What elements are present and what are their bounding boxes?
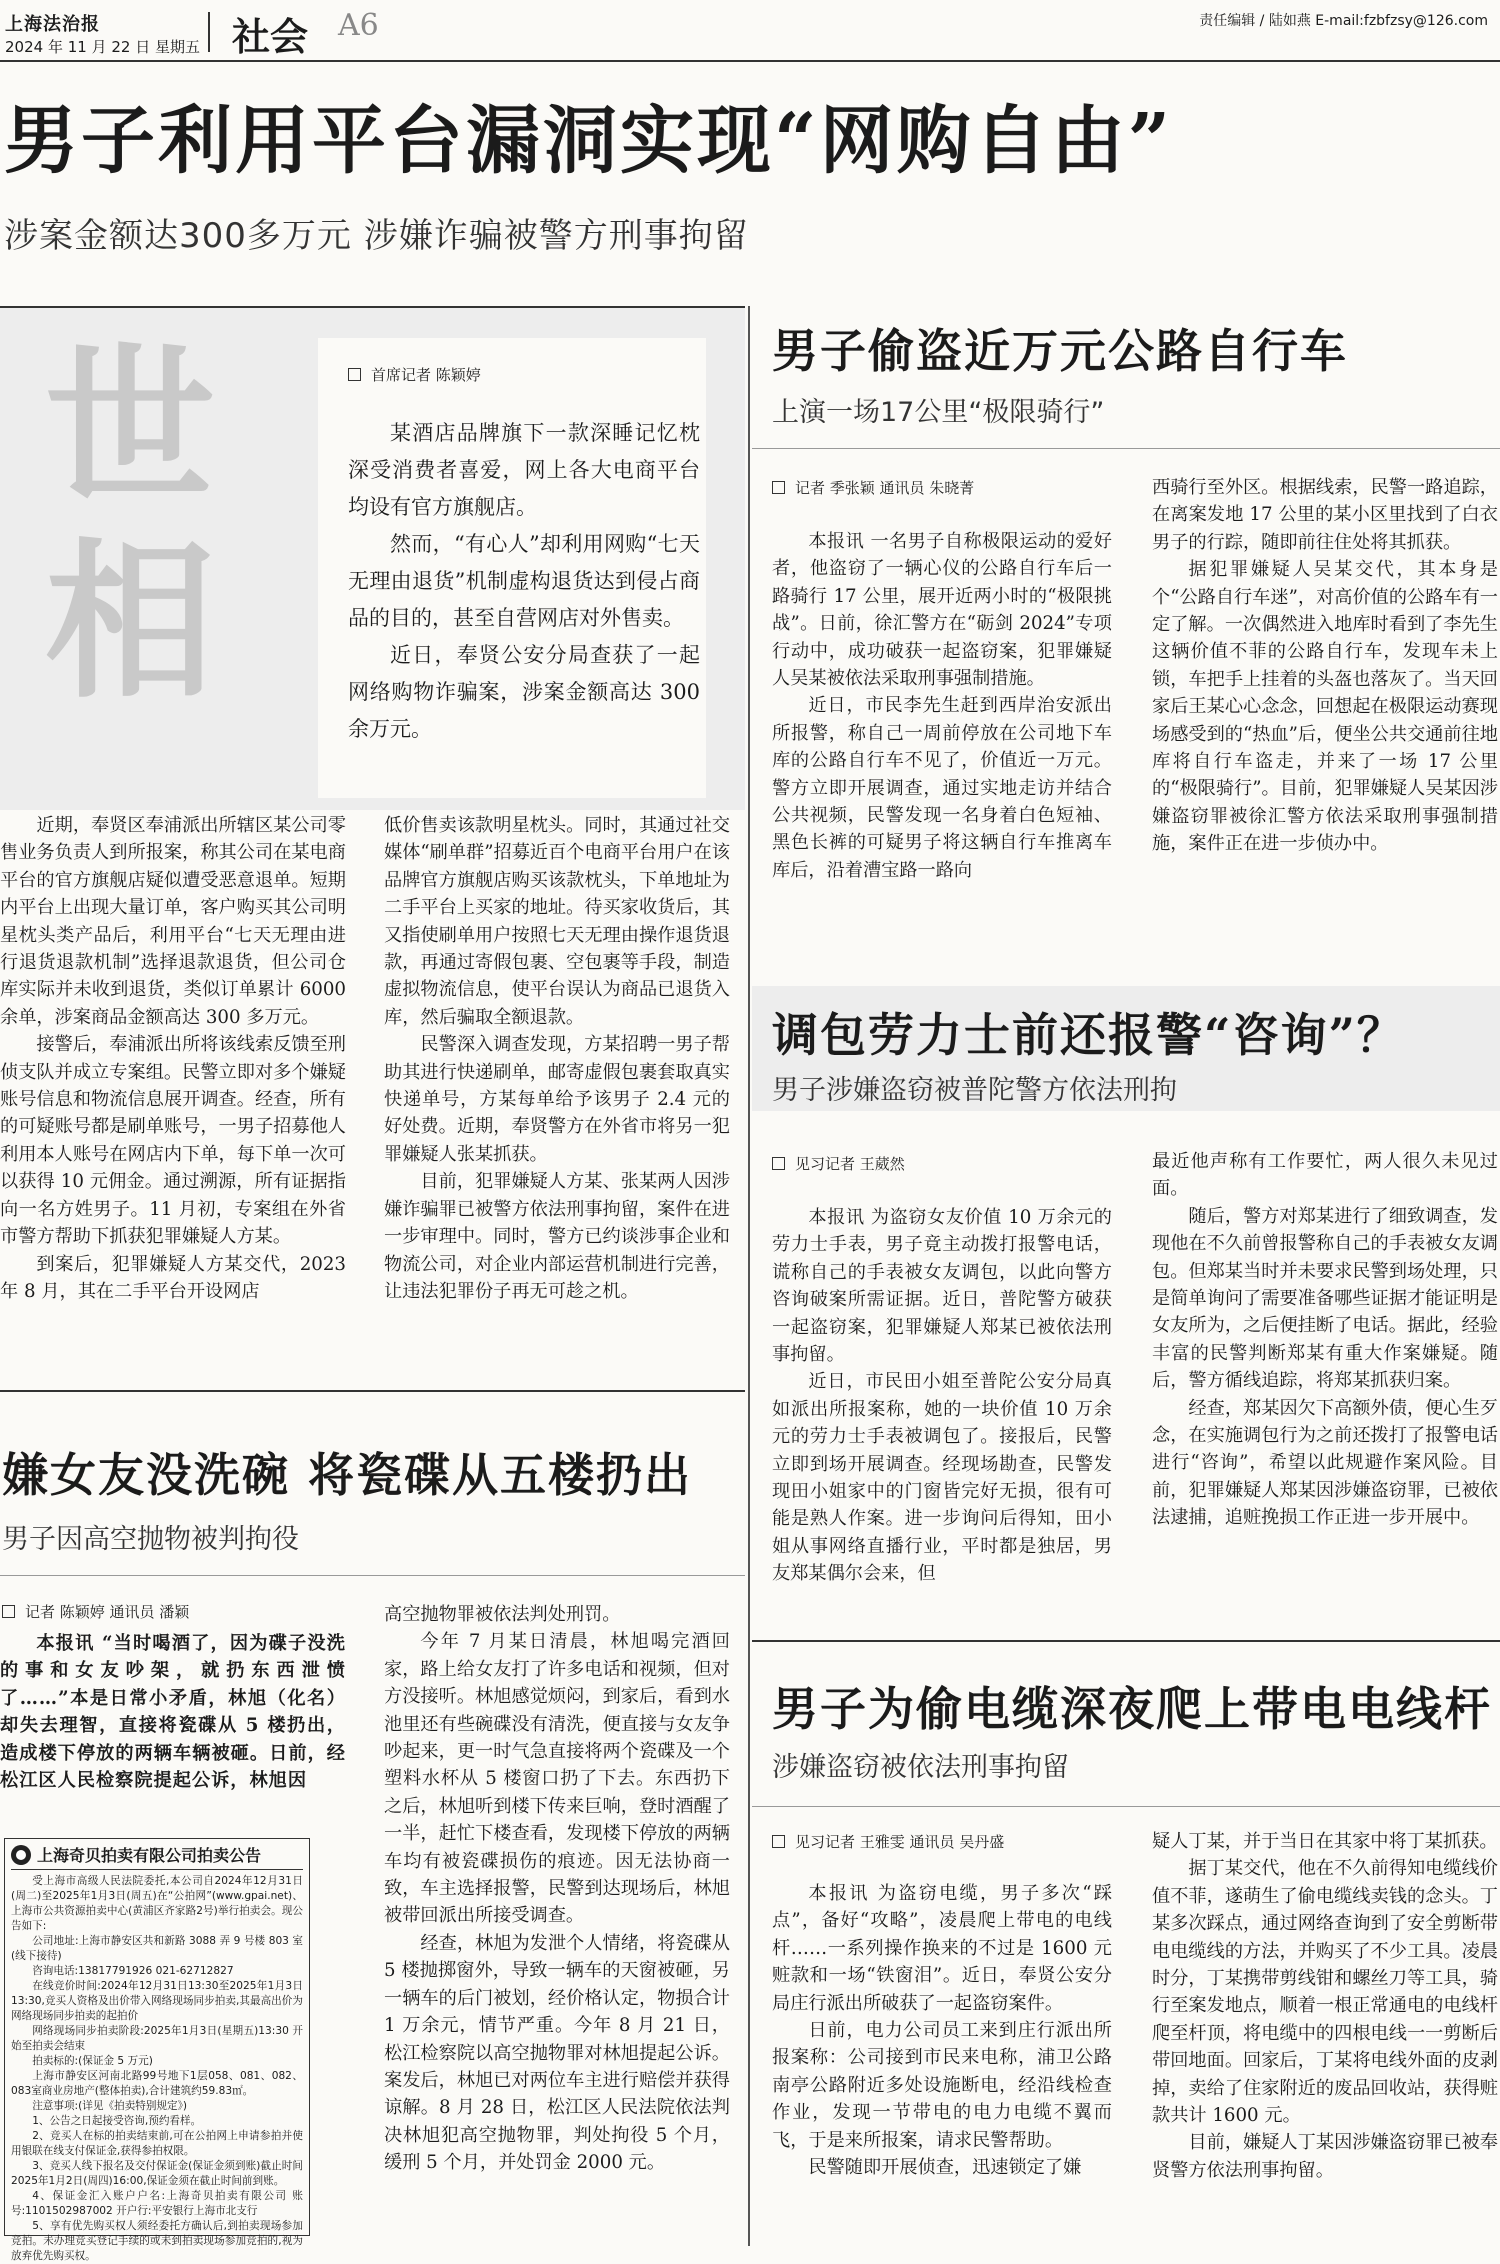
lead-col1-p3: 到案后，犯罪嫌疑人方某交代，2023 年 8 月，其在二手平台开设网店 (0, 1253, 346, 1302)
auction-line: 上海市静安区河南北路99号地下1层058、081、082、083室商业房地产(整体拍卖),合计建筑约59.83㎡。 (11, 2070, 303, 2097)
lead-byline-text: 首席记者 陈颖婷 (371, 366, 481, 384)
auction-ad-header (11, 1843, 303, 1870)
lead-col2-p2: 民警深入调查发现，方某招聘一男子帮助其进行快递刷单，邮寄虚假包裹套取真实快递单号，方某每单给予该男子 2.4 元的好处费。近期，奉贤警方在外省市将另一犯罪嫌疑人张某抓获。 (384, 1034, 730, 1165)
cable-col1-p3: 民警随即开展侦查，迅速锁定了嫌 (808, 2157, 1082, 2179)
auction-line: 1、公告之日起接受咨询,预约看样。 (32, 2115, 202, 2127)
masthead (0, 0, 1500, 60)
lead-col2-p3: 目前，犯罪嫌疑人方某、张某两人因涉嫌诈骗罪已被警方依法刑事拘留，案件在进一步审理中。同时，警方已约谈涉事企业和物流公司，对企业内部运营机制进行完善，让违法犯罪份子再无可趁之机。 (384, 1171, 730, 1302)
watch-byline-text: 见习记者 王葳然 (795, 1155, 905, 1173)
auction-line: 4、保证金汇入账户户名:上海奇贝拍卖有限公司 账号:1101502987002 开户行:平安银行上海市北支行 (11, 2190, 303, 2217)
cable-top-rule (752, 1640, 1500, 1642)
bowl-byline-text: 记者 陈颖婷 通讯员 潘颖 (25, 1603, 190, 1621)
lead-intro-box (318, 338, 706, 798)
bowl-sub-rule (0, 1575, 745, 1576)
lead-headline: 男子利用平台漏洞实现“网购自由” (4, 98, 1174, 184)
auction-line: 2、竞买人在标的拍卖结束前,可在公拍网上申请参拍并使用银联在线支付保证金,获得参拍权限。 (11, 2130, 303, 2157)
cable-col1-p2: 日前，电力公司员工来到庄行派出所报案称：公司接到市民来电称，浦卫公路南亭公路附近多处设施断电，经沿线检查作业，发现一节带电的电力电缆不翼而飞，于是来所报案，请求民警帮助。 (772, 2020, 1112, 2151)
bike-col1-p1 (772, 528, 1112, 692)
column-divider (748, 306, 750, 2246)
bowl-top-rule (0, 1390, 745, 1392)
cable-col2-p1: 疑人丁某，并于当日在其家中将丁某抓获。 (1152, 1831, 1498, 1852)
column-tag-char-1: 世 (44, 327, 215, 527)
watch-body-col1 (772, 1204, 1112, 1588)
bowl-subtitle: 男子因高空抛物被判拘役 (2, 1524, 299, 1555)
lead-col1-p1: 近期，奉贤区奉浦派出所辖区某公司零售业务负责人到所报案，称其公司在某电商平台的官方旗舰店疑似遭受恶意退单。短期内平台上出现大量订单，客户购买其公司明星枕头类产品后，利用平台“七天无理由进行退货退款机制”选择退款退货，但公司仓库实际并未收到退货，类似订单累计 6000 余单，涉案商品金额高达 300 多万元。 (0, 815, 346, 1028)
auction-line: 5、享有优先购买权人须经委托方确认后,到拍卖现场参加竞拍。未办理竞买登记手续的或未到拍卖现场参加竞拍的,视为放弃优先购买权。 (11, 2220, 303, 2262)
lead-subtitle: 涉案金额达300多万元 涉嫌诈骗被警方刑事拘留 (4, 216, 749, 256)
bowl-byline (2, 1601, 189, 1622)
lead-intro (348, 415, 706, 748)
watch-byline (772, 1153, 905, 1174)
cable-subtitle: 涉嫌盗窃被依法刑事拘留 (772, 1752, 1069, 1783)
auction-line: 3、竞买人线下报名及交付保证金(保证金须到账)截止时间2025年1月2日(周四)16:00,保证金须在截止时间前到账。 (11, 2160, 303, 2187)
watch-lead-para: 本报讯 为盗窃女友价值 10 万余元的劳力士手表，男子竟主动拨打报警电话，谎称自己的手表被女友调包，以此向警方咨询破案所需证据。近日，普陀警方破获一起盗窃案，犯罪嫌疑人郑某已被依法刑事拘留。 (772, 1207, 1112, 1366)
bowl-body-col2 (384, 1601, 730, 2177)
bowl-lead-para: 本报讯 “当时喝酒了，因为碟子没洗的事和女友吵架，就扔东西泄愤了……”本是日常小矛盾，林旭（化名）却失去理智，直接将瓷碟从 5 楼扔出，造成楼下停放的两辆车辆被砸。日前，经松江区人民检察院提起公诉，林旭因 (0, 1633, 346, 1792)
bike-body-col1 (772, 528, 1112, 884)
bowl-col2-p1: 高空抛物罪被依法判处刑罚。 (384, 1604, 621, 1625)
lead-intro-p2: 然而，“有心人”却利用网购“七天无理由退货”机制虚构退货达到侵占商品的目的，甚至自营网店对外售卖。 (348, 532, 700, 630)
bike-byline-text: 记者 季张颖 通讯员 朱晓菁 (795, 479, 975, 497)
lead-body-col1 (0, 812, 346, 1305)
watch-subtitle: 男子涉嫌盗窃被普陀警方依法刑拘 (772, 1075, 1177, 1106)
auction-line: 注意事项:(详见《拍卖特别规定》) (32, 2100, 188, 2112)
cable-byline-text: 见习记者 王雅雯 通讯员 吴丹盛 (795, 1833, 1005, 1851)
cable-byline (772, 1831, 1004, 1852)
watch-col1-p1 (772, 1204, 1112, 1368)
auction-logo-icon (11, 1845, 31, 1865)
cable-lead-para: 本报讯 为盗窃电缆，男子多次“踩点”，备好“攻略”，凌晨爬上带电的电线杆……一系列操作换来的不过是 1600 元赃款和一场“铁窗泪”。近日，奉贤公安分局庄行派出所破获了一起盗窃案件。 (772, 1883, 1112, 2014)
auction-line: 公司地址:上海市静安区共和新路 3088 弄 9 号楼 803 室(线下接待) (11, 1935, 303, 1962)
bike-subtitle: 上演一场17公里“极限骑行” (772, 397, 1105, 428)
cable-col2-p2: 据丁某交代，他在不久前得知电缆线价值不菲，遂萌生了偷电缆线卖钱的念头。丁某多次踩点，通过网络查询到了安全剪断带电电缆线的方法，并购买了不少工具。凌晨时分，丁某携带剪线钳和螺丝刀等工具，骑行至案发地点，顺着一根正常通电的电线杆爬至杆顶，将电缆中的四根电线一一剪断后带回地面。回家后，丁某将电线外面的皮剥掉，卖给了住家附近的废品回收站，获得赃款共计 1600 元。 (1152, 1858, 1498, 2127)
auction-line: 拍卖标的:(保证金 5 万元) (32, 2055, 153, 2067)
bike-col2-p2: 据犯罪嫌疑人吴某交代，其本身是个“公路自行车迷”，对高价值的公路车有一定了解。一次偶然进入地库时看到了李先生这辆价值不菲的公路自行车，发现车未上锁，车把手上挂着的头盔也落灰了。当天回家后王某心心念念，回想起在极限运动赛现场感受到的“热血”后，便坐公共交通前往地库将自行车盗走，并来了一场 17 公里的“极限骑行”。目前，犯罪嫌疑人吴某因涉嫌盗窃罪被徐汇警方依法采取刑事强制措施，案件正在进一步侦办中。 (1152, 559, 1498, 855)
bowl-col2-p2: 今年 7 月某日清晨，林旭喝完酒回家，路上给女友打了许多电话和视频，但对方没接听。林旭感觉烦闷，到家后，看到水池里还有些碗碟没有清洗，便直接与女友争吵起来，更一时气急直接将两个瓷碟及一个塑料水杯从 5 楼窗口扔了下去。东西扔下之后，林旭听到楼下传来巨响，登时酒醒了一半，赶忙下楼查看，发现楼下停放的两辆车均有被瓷碟损伤的痕迹。因无法协商一致，车主选择报警，民警到达现场后，林旭被带回派出所接受调查。 (384, 1631, 730, 1927)
cable-body-col1 (772, 1880, 1112, 2181)
watch-col2-p3: 经查，郑某因欠下高额外债，便心生歹念，在实施调包行为之前还拨打了报警电话进行“咨询”，希望以此规避作案风险。目前，犯罪嫌疑人郑某因涉嫌盗窃罪，已被依法逮捕，追赃挽损工作正进一步开展中。 (1152, 1397, 1498, 1529)
auction-line: 网络现场同步拍卖阶段:2025年1月3日(星期五)13:30 开始至拍卖会结束 (11, 2025, 303, 2052)
bowl-headline: 嫌女友没洗碗 将瓷碟从五楼扔出 (2, 1448, 693, 1502)
masthead-divider (208, 12, 210, 52)
paper-name: 上海法治报 (5, 14, 100, 35)
watch-col2-p2: 随后，警方对郑某进行了细致调查，发现他在不久前曾报警称自己的手表被女友调包。但郑某当时并未要求民警到场处理，只是简单询问了需要准备哪些证据才能证明是女友所为，之后便挂断了电话。据此，经验丰富的民警判断郑某有重大作案嫌疑。随后，警方循线追踪，将郑某抓获归案。 (1152, 1205, 1498, 1392)
watch-headline: 调包劳力士前还报警“咨询”？ (772, 1008, 1405, 1062)
masthead-rule (0, 60, 1500, 62)
bike-headline: 男子偷盗近万元公路自行车 (772, 324, 1348, 378)
cable-body-col2 (1152, 1828, 1498, 2184)
lead-col2-p1: 低价售卖该款明星枕头。同时，其通过社交媒体“刷单群”招募近百个电商平台用户在该品牌官方旗舰店购买该款枕头，下单地址为二手平台上买家的地址。待买家收货后，其又指使刷单用户按照七天无理由操作退货退款，再通过寄假包裹、空包裹等手段，制造虚拟物流信息，使平台误认为商品已退货入库，然后骗取全额退款。 (384, 815, 730, 1028)
bike-sub-rule (752, 448, 1500, 449)
lead-intro-p3: 近日，奉贤公安分局查获了一起网络购物诈骗案，涉案金额高达 300 余万元。 (348, 643, 700, 741)
lead-body-col2 (384, 812, 730, 1305)
lead-col1-p2: 接警后，奉浦派出所将该线索反馈至刑侦支队并成立专案组。民警立即对多个嫌疑账号信息和物流信息展开调查。经查，所有的可疑账号都是刷单账号，一男子招募他人利用本人账号在网店内下单，每下单一次可以获得 10 元佣金。通过溯源，所有证据指向一名方姓男子。11 月初，专案组在外省市警方帮助下抓获犯罪嫌疑人方某。 (0, 1034, 346, 1248)
watch-body-col2 (1152, 1148, 1498, 1532)
lead-intro-p1: 某酒店品牌旗下一款深睡记忆枕深受消费者喜爱，网上各大电商平台均设有官方旗舰店。 (348, 421, 700, 519)
watch-col1-p2: 近日，市民田小姐至普陀公安分局真如派出所报案称，她的一块价值 10 万余元的劳力士手表被调包了。接报后，民警立即到场开展调查。经现场勘查，民警发现田小姐家中的门窗皆完好无损，很有可能是熟人作案。进一步询问后得知，田小姐从事网络直播行业，平时都是独居，男友郑某偶尔会来，但 (772, 1371, 1112, 1585)
cable-col1-p1 (772, 1880, 1112, 2017)
auction-line: 在线竞价时间:2024年12月31日13:30至2025年1月3日13:30,竞买人资格及出价带入网络现场同步拍卖,其最高出价为网络现场同步拍卖的起拍价 (11, 1980, 303, 2022)
lead-byline (348, 364, 706, 385)
auction-line: 受上海市高级人民法院委托,本公司自2024年12月31日(周二)至2025年1月3日(周五)在“公拍网”(www.gpai.net)、上海市公共资源拍卖中心(黄浦区齐家路2号)举行拍卖会。现公告如下: (11, 1875, 303, 1932)
auction-line: 咨询电话:13817791926 021-62712827 (32, 1965, 234, 1977)
watch-col2-p1: 最近他声称有工作要忙，两人很久未见过面。 (1152, 1151, 1498, 1200)
bowl-col2-p3: 经查，林旭为发泄个人情绪，将瓷碟从 5 楼抛掷窗外，导致一辆车的天窗被砸，另一辆车的后门被划，经价格认定，物损合计 1 万余元，情节严重。今年 8 月 21 日，松江检察院以高空抛物罪对林旭提起公诉。案发后，林旭已对两位车主进行赔偿并获得谅解。8 月 28 日，松江区人民法院依法判决林旭犯高空抛物罪，判处拘役 5 个月，缓刑 5 个月，并处罚金 2000 元。 (384, 1932, 730, 2174)
cable-headline: 男子为偷电缆深夜爬上带电电线杆 (772, 1682, 1492, 1736)
auction-ad-title: 上海奇贝拍卖有限公司拍卖公告 (37, 1846, 262, 1865)
bike-col1-p2: 近日，市民李先生赶到西岸治安派出所报警，称自己一周前停放在公司地下车库的公路自行车不见了，价值近一万元。警方立即开展调查，通过实地走访并结合公共视频，民警发现一名身着白色短袖、黑色长裤的可疑男子将这辆自行车推离车库后，沿着漕宝路一路向 (772, 695, 1112, 881)
editor-info: 责任编辑 / 陆如燕 E-mail:fzbfzsy@126.com (1199, 13, 1488, 29)
column-tag (30, 327, 230, 790)
bowl-body-col1 (0, 1630, 346, 1794)
page-number: A6 (338, 8, 379, 43)
bike-body-col2 (1152, 474, 1498, 858)
column-tag-char-2: 相 (44, 522, 215, 722)
cable-col2-p3: 目前，嫌疑人丁某因涉嫌盗窃罪已被奉贤警方依法刑事拘留。 (1152, 2132, 1498, 2181)
auction-ad (4, 1838, 310, 2262)
cable-sub-rule (752, 1806, 1500, 1807)
bowl-col1-p1 (0, 1630, 346, 1794)
bike-lead-para: 本报讯 一名男子自称极限运动的爱好者，他盗窃了一辆心仪的公路自行车后一路骑行 17 公里，展开近两小时的“极限挑战”。日前，徐汇警方在“砺剑 2024”专项行动中，成功破获一起盗窃案，犯罪嫌疑人吴某被依法采取刑事强制措施。 (772, 531, 1112, 690)
issue-date: 2024 年 11 月 22 日 星期五 (5, 38, 200, 56)
section-name: 社会 (232, 15, 309, 59)
auction-ad-body (11, 1874, 303, 2264)
bike-byline (772, 477, 974, 498)
bike-col2-p1: 西骑行至外区。根据线索，民警一路追踪，在离案发地 17 公里的某小区里找到了白衣男子的行踪，随即前往住处将其抓获。 (1152, 477, 1498, 553)
